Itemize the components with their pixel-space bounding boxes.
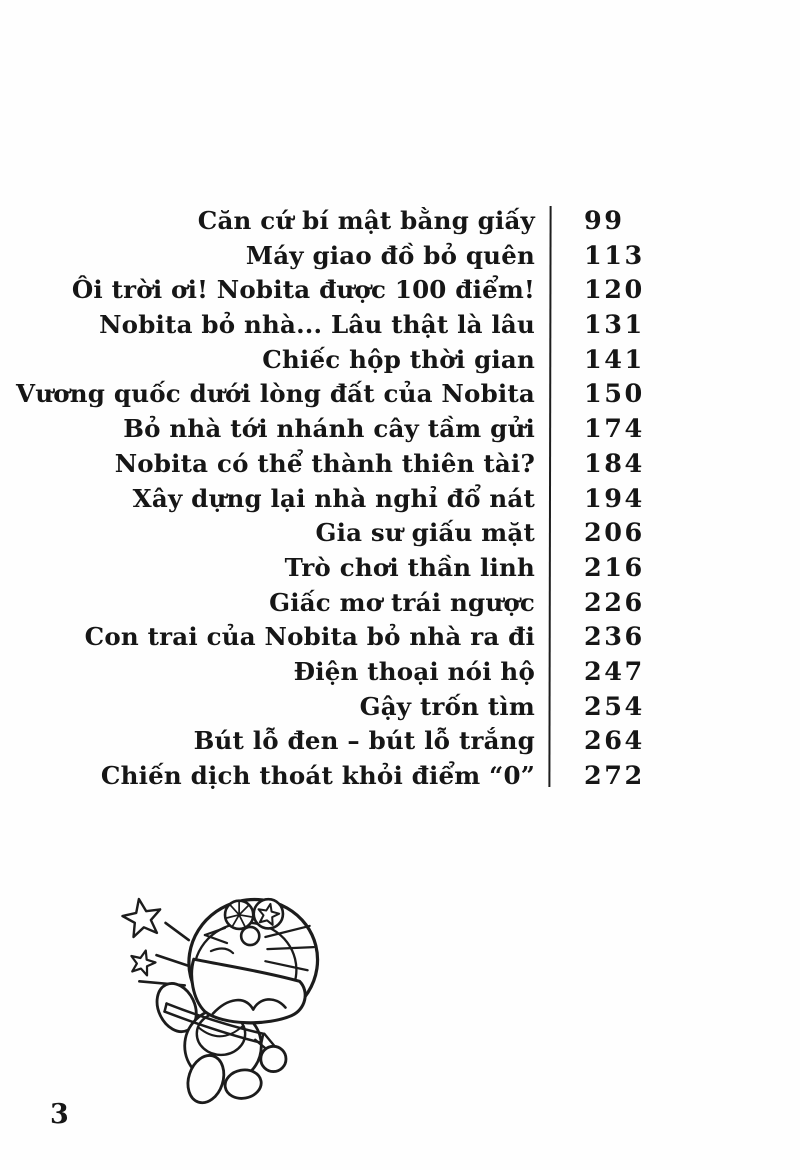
table-of-contents	[0, 204, 800, 794]
chapter-title: Chiến dịch thoát khỏi điểm “0”	[100, 761, 535, 790]
chapter-title: Giấc mơ trái ngược	[269, 587, 535, 617]
chapter-title: Máy giao đồ bỏ quên	[245, 240, 535, 270]
chapter-title: Chiếc hộp thời gian	[262, 344, 535, 374]
doraemon-nose	[241, 927, 259, 945]
toc-row	[0, 690, 800, 725]
chapter-title: Vương quốc dưới lòng đất của Nobita	[16, 379, 535, 409]
doraemon-crying-illustration	[92, 872, 354, 1130]
impact-star-icon	[128, 947, 158, 976]
chapter-page-number: 174	[584, 414, 645, 445]
folio-page-number: 3	[50, 1099, 69, 1130]
chapter-title: Ôi trời ơi! Nobita được 100 điểm!	[71, 275, 535, 305]
doraemon-crying-svg	[92, 872, 354, 1130]
chapter-page-number: 131	[584, 310, 645, 341]
chapter-page-number: 184	[584, 448, 645, 479]
chapter-page-number: 150	[584, 379, 645, 410]
toc-row	[0, 273, 800, 308]
toc-row	[0, 655, 800, 690]
chapter-title: Xây dựng lại nhà nghỉ đổ nát	[132, 483, 535, 513]
chapter-page-number: 206	[584, 518, 645, 549]
chapter-title: Gia sư giấu mặt	[315, 518, 535, 548]
chapter-page-number: 141	[584, 344, 645, 375]
toc-row	[0, 724, 800, 759]
chapter-title: Nobita bỏ nhà... Lâu thật là lâu	[99, 310, 535, 340]
chapter-page-number: 264	[584, 726, 645, 757]
chapter-title: Gậy trốn tìm	[359, 691, 535, 721]
doraemon-head	[176, 886, 331, 1036]
chapter-title: Điện thoại nói hộ	[293, 656, 535, 686]
chapter-title: Con trai của Nobita bỏ nhà ra đi	[84, 622, 535, 652]
toc-row	[0, 759, 800, 794]
chapter-title: Bút lỗ đen – bút lỗ trắng	[193, 726, 535, 756]
chapter-page-number: 236	[584, 622, 645, 653]
chapter-page-number: 272	[584, 761, 645, 791]
chapter-page-number: 216	[584, 552, 645, 583]
toc-row	[0, 239, 800, 274]
toc-row	[0, 482, 800, 517]
impact-star-icon	[120, 896, 164, 939]
chapter-title: Căn cứ bí mật bằng giấy	[197, 206, 535, 235]
toc-row	[0, 343, 800, 378]
toc-row	[0, 412, 800, 447]
chapter-page-number: 194	[584, 483, 645, 514]
chapter-page-number: 120	[584, 275, 645, 306]
chapter-title: Bỏ nhà tới nhánh cây tầm gửi	[123, 414, 535, 444]
toc-row	[0, 586, 800, 621]
chapter-page-number: 113	[584, 240, 645, 271]
chapter-title: Trò chơi thần linh	[284, 552, 535, 582]
toc-row	[0, 620, 800, 655]
chapter-page-number: 99	[584, 206, 625, 236]
chapter-page-number: 226	[584, 587, 645, 618]
doraemon-left-eye	[225, 901, 253, 929]
chapter-page-number: 254	[584, 691, 645, 722]
toc-row	[0, 308, 800, 343]
toc-row	[0, 551, 800, 586]
toc-row	[0, 516, 800, 551]
toc-row	[0, 204, 800, 239]
chapter-title: Nobita có thể thành thiên tài?	[114, 448, 535, 478]
toc-row	[0, 447, 800, 482]
toc-row	[0, 377, 800, 412]
doraemon-right-eye	[254, 899, 283, 928]
chapter-page-number: 247	[584, 656, 645, 687]
